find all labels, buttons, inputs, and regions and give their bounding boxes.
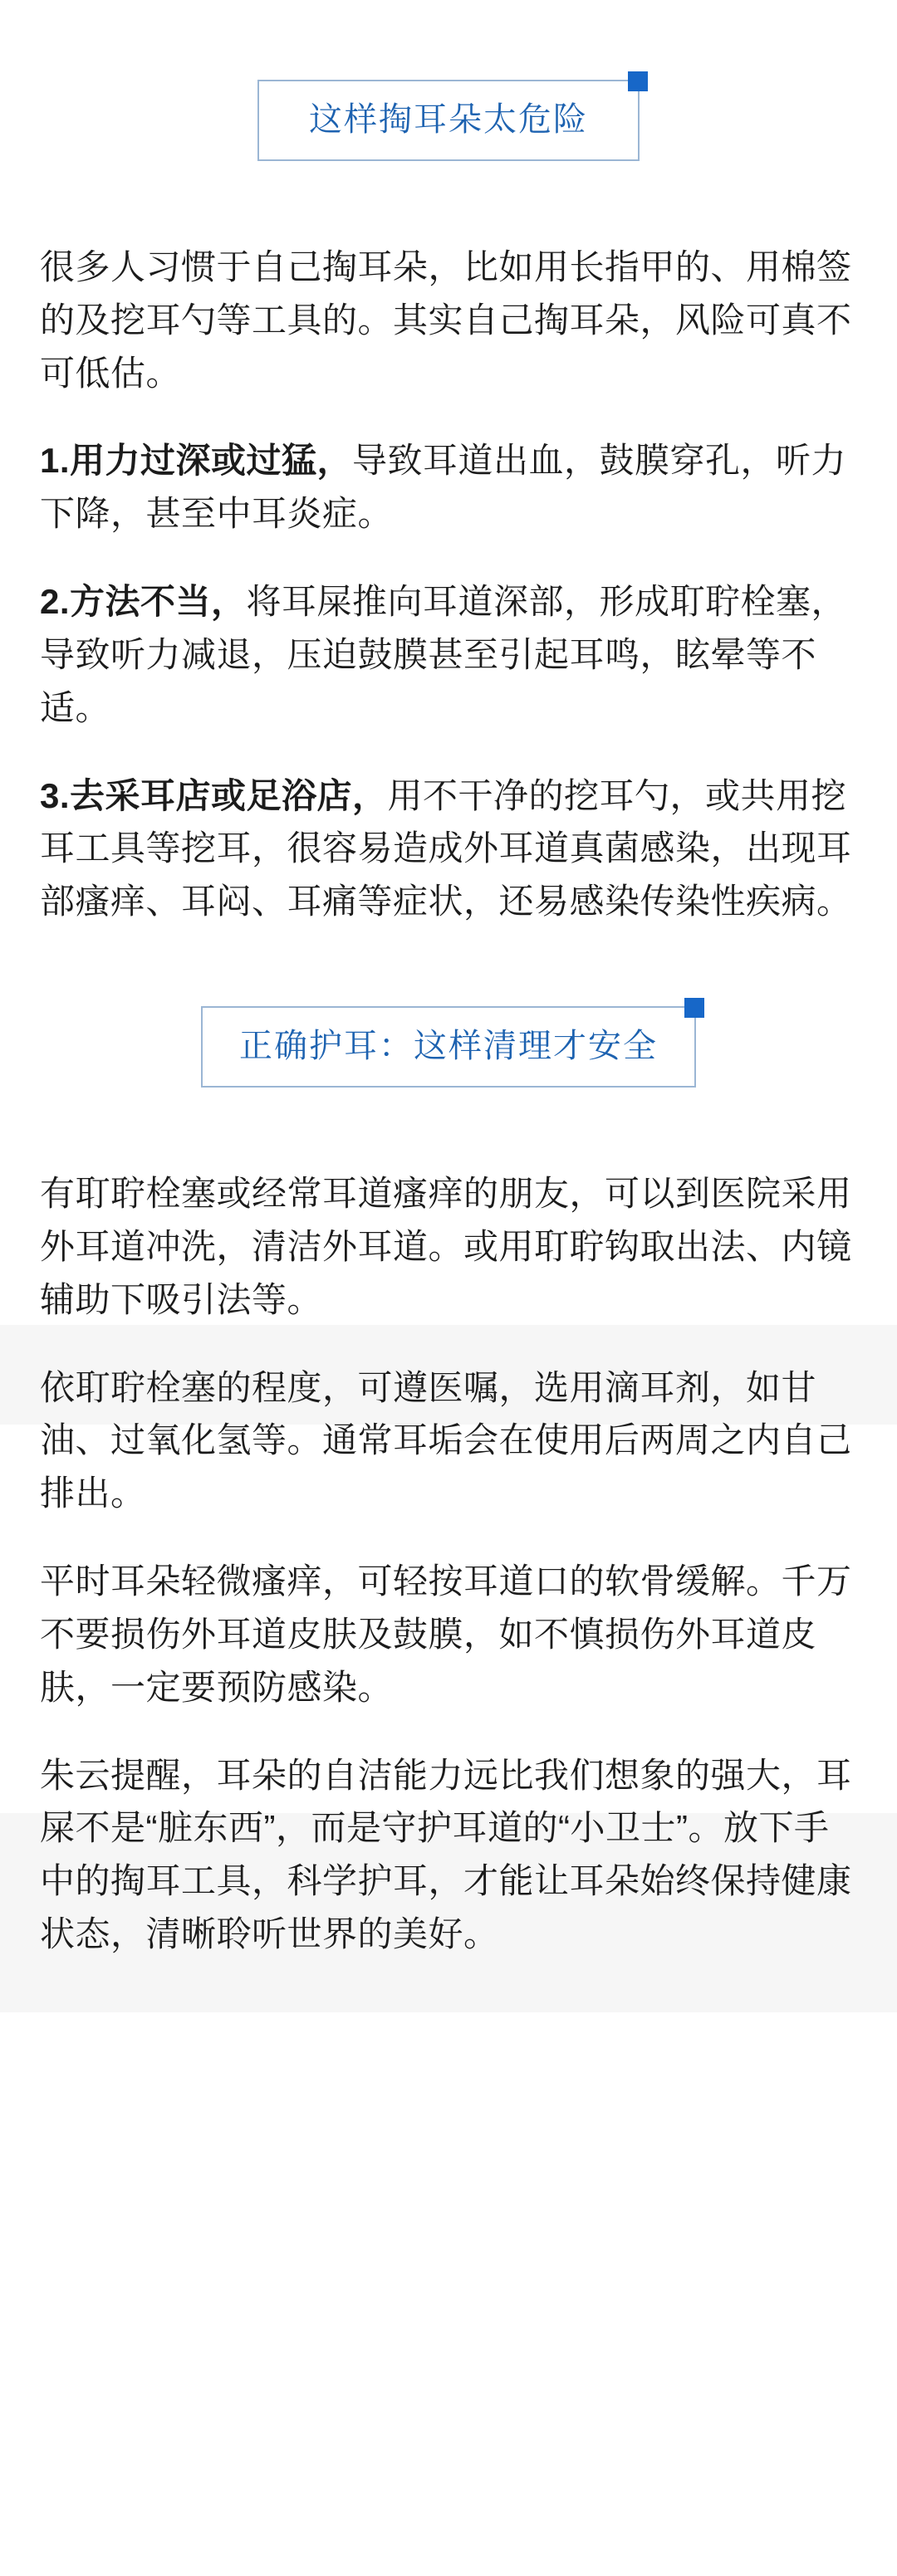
paragraph [40,575,857,734]
paragraph [40,1167,857,1326]
paragraph-lead: 1.用力过深或过猛， [40,441,353,481]
paragraph [40,241,857,399]
paragraph-lead: 2.方法不当， [40,582,247,622]
paragraph-text: 导致耳道出血，鼓膜穿孔，听力下降，甚至中耳炎症。 [40,441,847,534]
paragraph-text: 将耳屎推向耳道深部，形成耵聍栓塞，导致听力减退，压迫鼓膜甚至引起耳鸣，眩晕等不适。 [40,582,847,727]
heading-box [201,1006,696,1088]
paragraph-text: 有耵聍栓塞或经常耳道瘙痒的朋友，可以到医院采用外耳道冲洗，清洁外耳道。或用耵聍钩取出法、内镜辅助下吸引法等。 [40,1174,852,1319]
article-page [0,80,897,2576]
spacer [0,1088,897,1167]
heading-box [257,80,640,161]
spacer [0,161,897,241]
article-content [0,80,897,1961]
section-heading-care [0,1006,897,1088]
paragraph-text: 依耵聍栓塞的程度，可遵医嘱，选用滴耳剂，如甘油、过氧化氢等。通常耳垢会在使用后两周之内自己排出。 [40,1367,852,1513]
paragraph-text: 朱云提醒，耳朵的自洁能力远比我们想象的强大，耳屎不是“脏东西”，而是守护耳道的“小卫士”。放下手中的掏耳工具，科学护耳，才能让耳朵始终保持健康状态，清晰聆听世界的美好。 [40,1755,852,1954]
paragraph [40,1749,857,1961]
section-heading-text: 正确护耳：这样清理才安全 [239,1028,658,1065]
paragraph-lead: 3.去采耳店或足浴店， [40,775,388,815]
paragraph-text: 用不干净的挖耳勺，或共用挖耳工具等挖耳，很容易造成外耳道真菌感染，出现耳部瘙痒、耳闷、耳痛等症状，还易感染传染性疾病。 [40,775,852,921]
corner-accent-square [628,71,648,91]
paragraph [40,434,857,540]
paragraph [40,1555,857,1713]
section-heading-text: 这样掏耳朵太危险 [309,101,588,138]
section-heading-danger [0,80,897,161]
section-body-care [0,1167,897,1961]
paragraph-text: 平时耳朵轻微瘙痒，可轻按耳道口的软骨缓解。千万不要损伤外耳道皮肤及鼓膜，如不慎损伤外耳道皮肤，一定要预防感染。 [40,1562,852,1707]
spacer [0,928,897,990]
corner-accent-square [684,998,704,1018]
paragraph [40,1361,857,1520]
paragraph [40,770,857,928]
section-body-danger [0,241,897,928]
paragraph-text: 很多人习惯于自己掏耳朵，比如用长指甲的、用棉签的及挖耳勺等工具的。其实自己掏耳朵，风险可真不可低估。 [40,247,852,393]
